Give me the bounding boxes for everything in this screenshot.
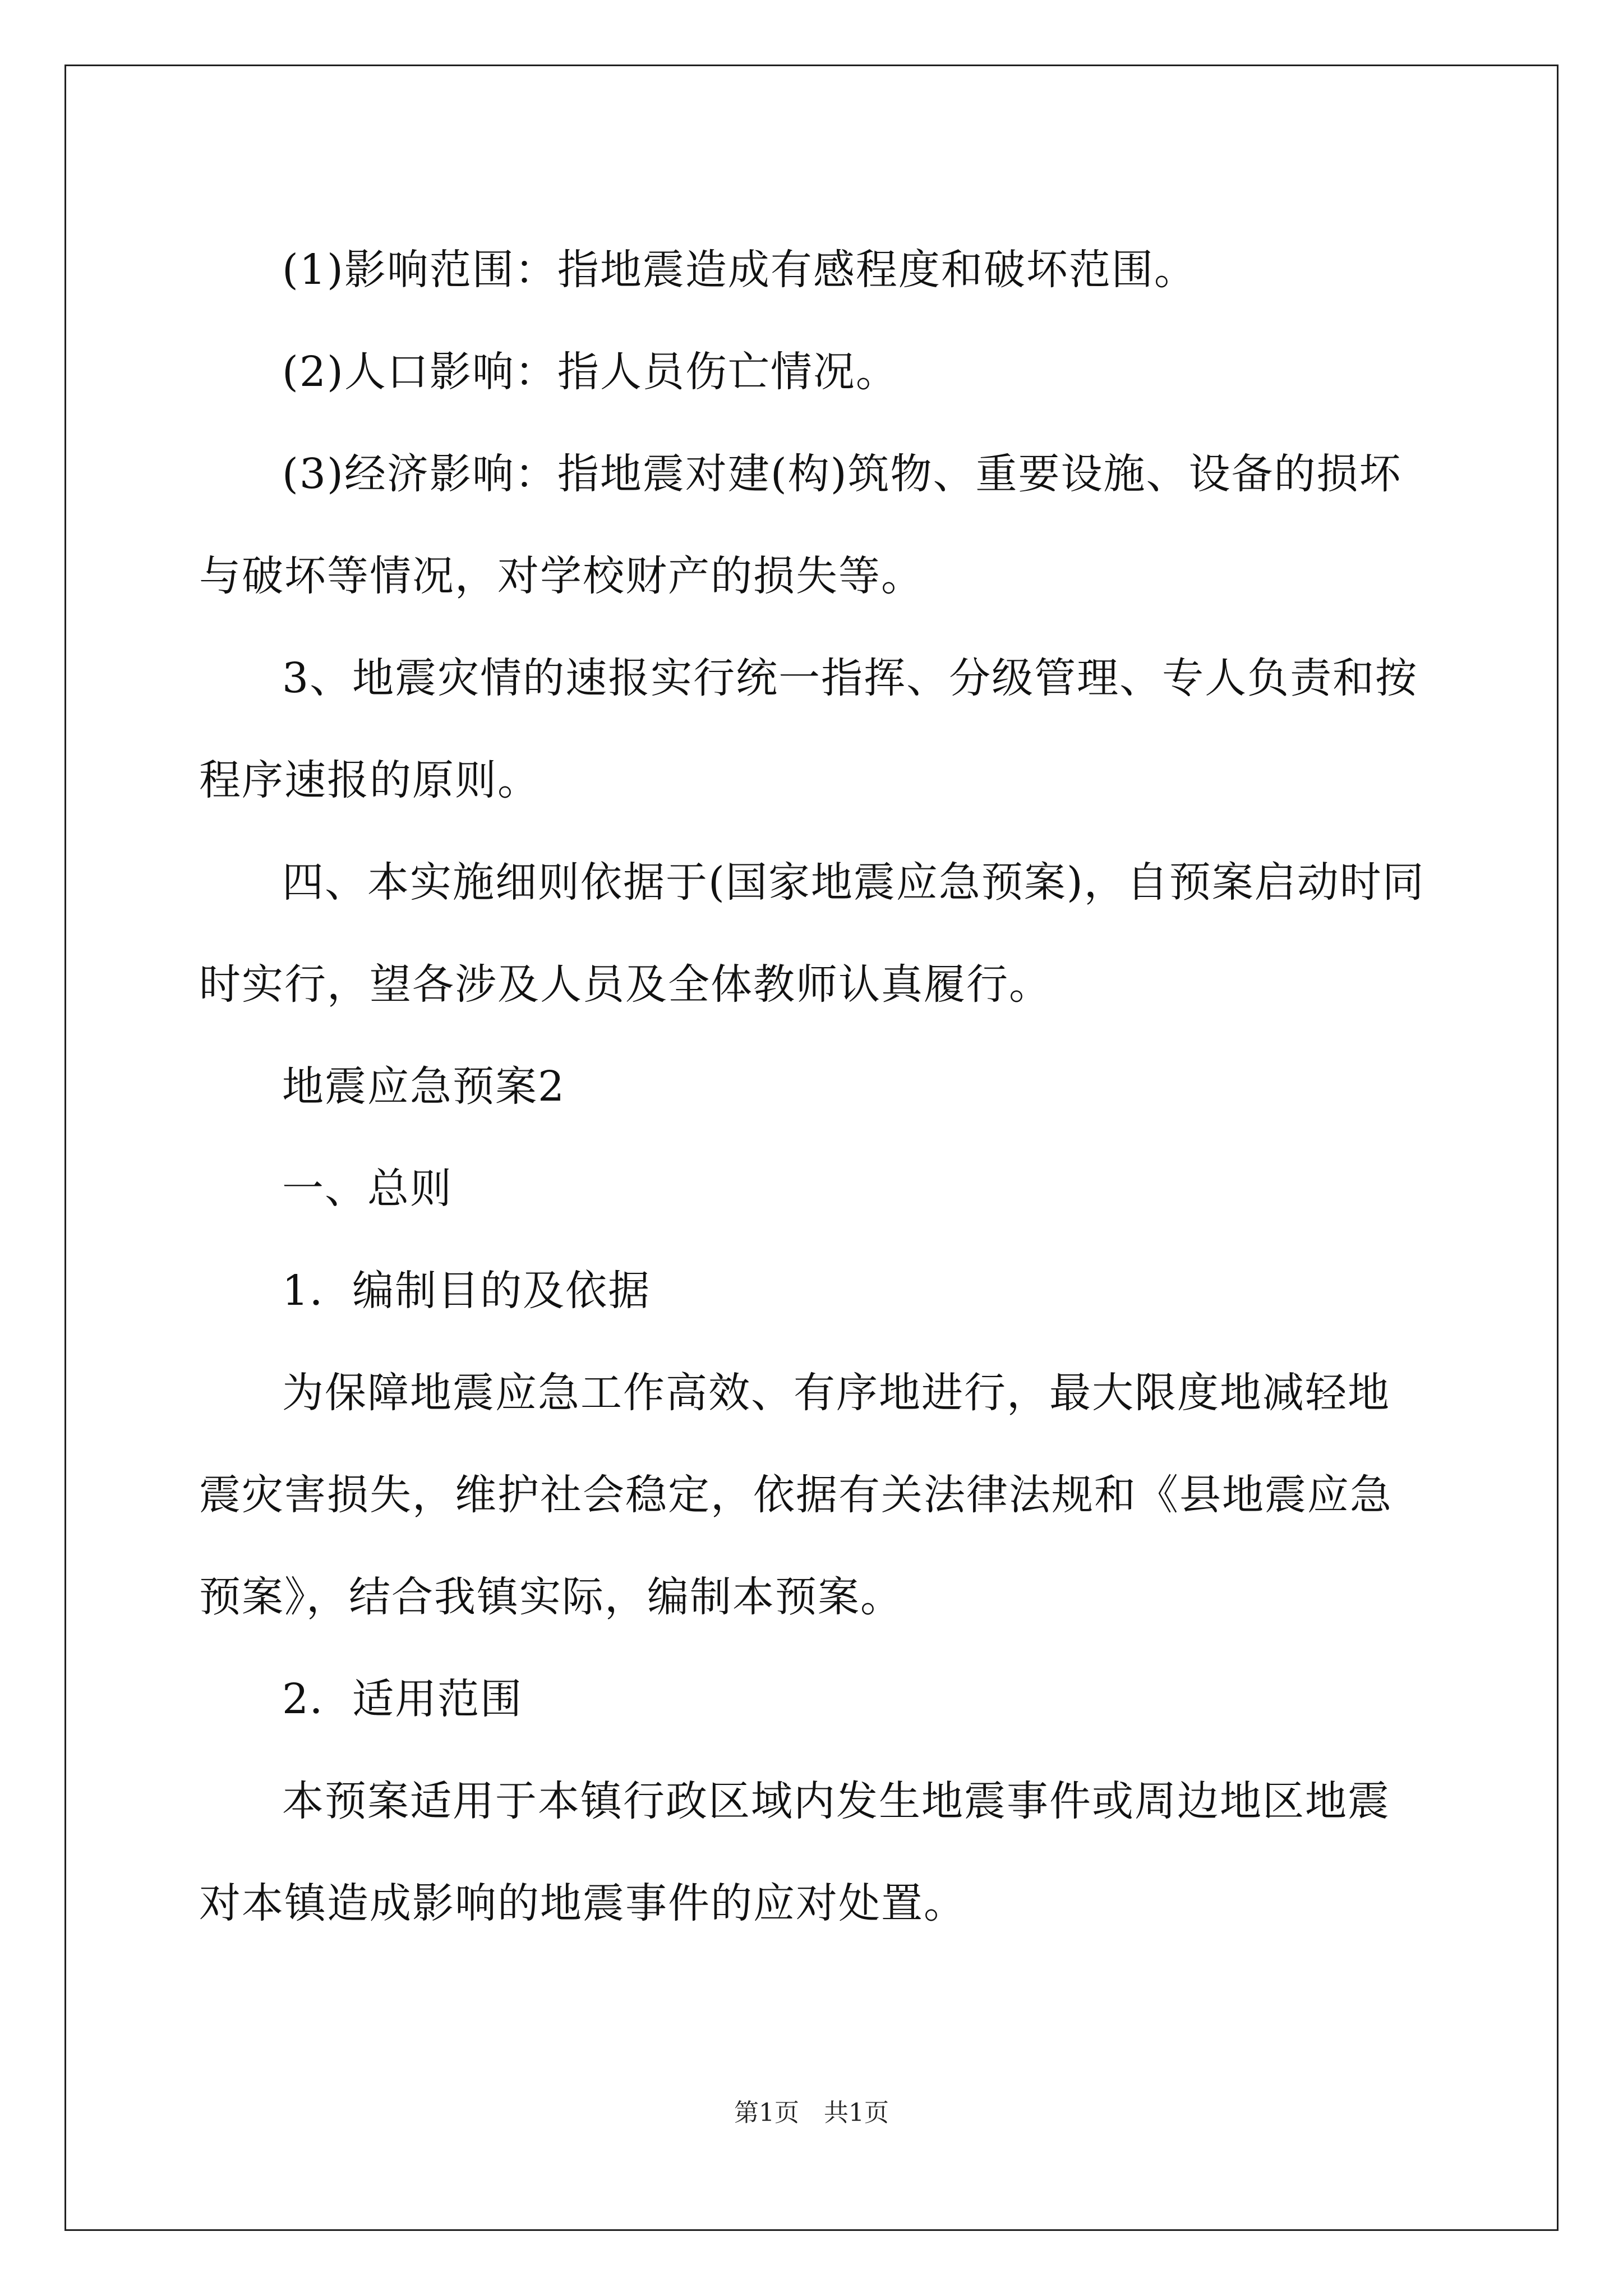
document-body [199,219,1427,1954]
paragraph-population-impact: (2)人口影响：指人员伤亡情况。 [282,348,898,396]
heading-scope: 2．适用范围 [282,1675,523,1723]
paragraph-reporting-principle: 3、地震灾情的速报实行统一指挥、分级管理、专人负责和按程序速报的原则。 [199,654,1418,804]
section-title-plan-2: 地震应急预案2 [282,1062,566,1111]
heading-general-provisions: 一、总则 [282,1165,453,1213]
heading-purpose-basis: 1．编制目的及依据 [282,1267,651,1315]
paragraph-purpose: 为保障地震应急工作高效、有序地进行，最大限度地减轻地震灾害损失，维护社会稳定，依据有关法律法规和《县地震应急预案》，结合我镇实际，编制本预案。 [199,1369,1393,1621]
paragraph-implementation-basis: 四、本实施细则依据于(国家地震应急预案)，自预案启动时同时实行，望各涉及人员及全体教师认真履行。 [199,858,1425,1009]
paragraph-scope: 本预案适用于本镇行政区域内发生地震事件或周边地区地震对本镇造成影响的地震事件的应对处置。 [199,1777,1390,1927]
page-footer: 第1页 共1页 [734,2099,889,2127]
paragraph-impact-scope: (1)影响范围：指地震造成有感程度和破坏范围。 [282,246,1197,294]
paragraph-economic-impact: (3)经济影响：指地震对建(构)筑物、重要设施、设备的损坏与破坏等情况，对学校财产的损失等。 [199,450,1402,600]
